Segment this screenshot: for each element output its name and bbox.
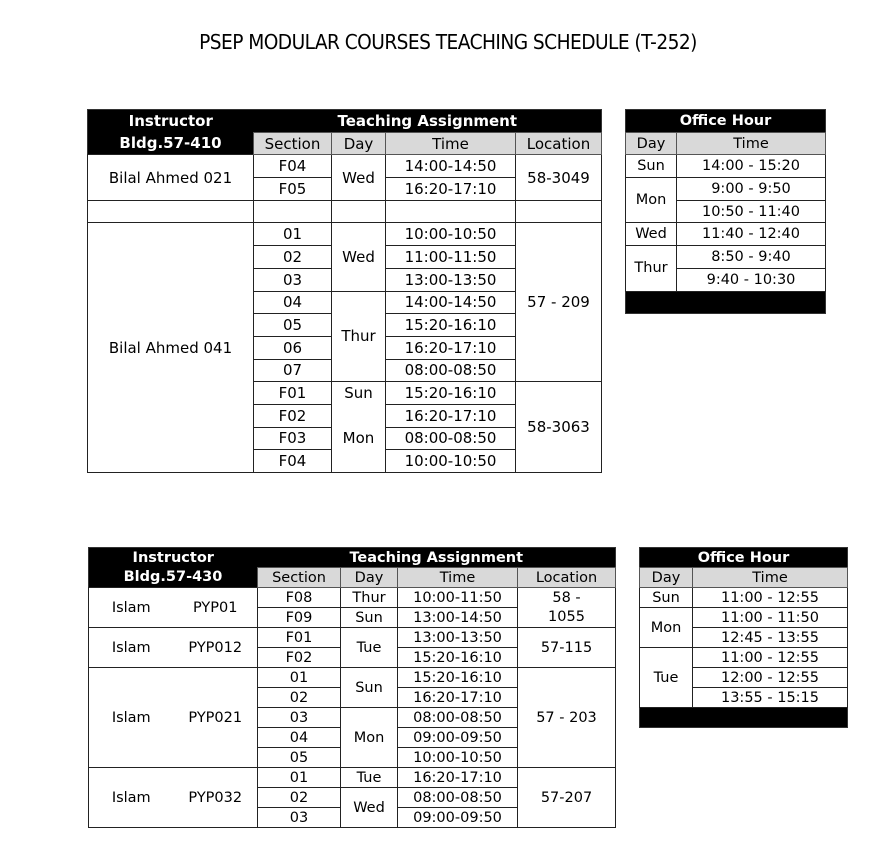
office-time-cell: 11:00 - 12:55 xyxy=(693,648,848,668)
day-cell: Wed xyxy=(332,155,386,200)
table-row xyxy=(88,223,602,246)
office-hour-header: Office Hour xyxy=(626,110,826,133)
section-cell: 03 xyxy=(258,808,341,828)
day-cell xyxy=(332,404,386,427)
section-column-header: Section xyxy=(258,568,341,588)
instructor-name-cell: Islam xyxy=(89,768,174,828)
time-cell: 08:00-08:50 xyxy=(386,359,516,382)
section-cell: 04 xyxy=(258,728,341,748)
location-cell: 57 - 209 xyxy=(516,223,602,382)
office-time-cell: 14:00 - 15:20 xyxy=(677,155,826,178)
section-cell: 06 xyxy=(254,336,332,359)
office-day-cell: Sun xyxy=(626,155,677,178)
section-cell: F08 xyxy=(258,588,341,608)
day-column-header: Day xyxy=(341,568,398,588)
office-hour-table-1 xyxy=(625,109,826,314)
office-time-cell: 8:50 - 9:40 xyxy=(677,246,826,269)
instructor-code-cell: PYP021 xyxy=(174,668,258,768)
office-day-cell: Mon xyxy=(626,178,677,223)
office-time-cell: 11:40 - 12:40 xyxy=(677,223,826,246)
office-hour-row xyxy=(640,608,848,628)
table-row xyxy=(89,588,616,608)
office-day-header: Day xyxy=(640,568,693,588)
instructor-name-cell: Islam xyxy=(89,668,174,768)
office-hour-row xyxy=(626,178,826,201)
day-cell: Thur xyxy=(341,588,398,608)
time-cell: 10:00-11:50 xyxy=(398,588,518,608)
time-cell: 16:20-17:10 xyxy=(386,404,516,427)
empty-row xyxy=(88,200,602,223)
table-row xyxy=(89,768,616,788)
instructor-code-cell: PYP01 xyxy=(174,588,258,628)
section-cell: F04 xyxy=(254,450,332,473)
section-cell: 05 xyxy=(258,748,341,768)
time-cell: 13:00-13:50 xyxy=(386,268,516,291)
office-hour-footer xyxy=(626,291,826,314)
day-cell: Sun xyxy=(332,382,386,405)
section-cell: 01 xyxy=(258,768,341,788)
empty-cell xyxy=(88,200,254,223)
location-cell: 58 - xyxy=(518,588,616,608)
instructor-cell: Bilal Ahmed 021 xyxy=(88,155,254,200)
instructor-name-cell: Islam xyxy=(89,628,174,668)
office-hour-footer xyxy=(640,708,848,728)
section-cell: 05 xyxy=(254,314,332,337)
time-cell: 11:00-11:50 xyxy=(386,246,516,269)
table-row xyxy=(88,155,602,178)
table-row xyxy=(89,668,616,688)
time-cell: 14:00-14:50 xyxy=(386,291,516,314)
section-cell: F02 xyxy=(254,404,332,427)
office-time-cell: 12:00 - 12:55 xyxy=(693,668,848,688)
time-cell: 16:20-17:10 xyxy=(398,688,518,708)
office-time-cell: 9:40 - 10:30 xyxy=(677,268,826,291)
office-hour-table-2 xyxy=(639,547,848,728)
day-column-header: Day xyxy=(332,132,386,155)
time-cell: 16:20-17:10 xyxy=(386,178,516,201)
table-row xyxy=(89,628,616,648)
day-cell xyxy=(332,450,386,473)
time-cell: 15:20-16:10 xyxy=(398,668,518,688)
section-cell: 01 xyxy=(254,223,332,246)
time-column-header: Time xyxy=(386,132,516,155)
time-cell: 13:00-13:50 xyxy=(398,628,518,648)
section-cell: 02 xyxy=(254,246,332,269)
day-cell: Mon xyxy=(341,708,398,768)
office-day-cell: Mon xyxy=(640,608,693,648)
section-cell: F05 xyxy=(254,178,332,201)
location-column-header: Location xyxy=(518,568,616,588)
time-cell: 14:00-14:50 xyxy=(386,155,516,178)
teaching-assignment-header: Teaching Assignment xyxy=(258,548,616,568)
location-cell: 57 - 203 xyxy=(518,668,616,768)
office-day-header: Day xyxy=(626,132,677,155)
section-cell: F02 xyxy=(258,648,341,668)
office-day-cell: Thur xyxy=(626,246,677,291)
office-day-cell: Sun xyxy=(640,588,693,608)
section-cell: 02 xyxy=(258,788,341,808)
instructor-header: Instructor xyxy=(89,548,258,568)
time-cell: 10:00-10:50 xyxy=(386,223,516,246)
time-cell: 08:00-08:50 xyxy=(398,708,518,728)
office-time-header: Time xyxy=(677,132,826,155)
section-cell: F01 xyxy=(254,382,332,405)
time-cell: 16:20-17:10 xyxy=(386,336,516,359)
instructor-code-cell: PYP032 xyxy=(174,768,258,828)
teaching-schedule-table-1 xyxy=(87,109,602,473)
day-cell: Tue xyxy=(341,628,398,668)
section-cell: F09 xyxy=(258,608,341,628)
section-cell: F01 xyxy=(258,628,341,648)
day-cell: Wed xyxy=(332,223,386,291)
office-time-cell: 12:45 - 13:55 xyxy=(693,628,848,648)
location-cell: 57-115 xyxy=(518,628,616,668)
office-time-cell: 11:00 - 11:50 xyxy=(693,608,848,628)
day-cell: Sun xyxy=(341,608,398,628)
section-cell: 03 xyxy=(258,708,341,728)
instructor-header: Instructor xyxy=(88,110,254,133)
building-header: Bldg.57-410 xyxy=(88,132,254,155)
location-cell: 58-3049 xyxy=(516,155,602,200)
location-cell: 57-207 xyxy=(518,768,616,828)
location-column-header: Location xyxy=(516,132,602,155)
section-cell: F03 xyxy=(254,427,332,450)
section-cell: 04 xyxy=(254,291,332,314)
office-time-cell: 10:50 - 11:40 xyxy=(677,200,826,223)
time-cell: 10:00-10:50 xyxy=(386,450,516,473)
instructor-name-cell: Islam xyxy=(89,588,174,628)
office-day-cell: Tue xyxy=(640,648,693,708)
office-time-cell: 13:55 - 15:15 xyxy=(693,688,848,708)
section-cell: 03 xyxy=(254,268,332,291)
office-time-cell: 9:00 - 9:50 xyxy=(677,178,826,201)
office-day-cell: Wed xyxy=(626,223,677,246)
page-title: PSEP MODULAR COURSES TEACHING SCHEDULE (T-252) xyxy=(199,30,697,54)
time-cell: 09:00-09:50 xyxy=(398,728,518,748)
office-hour-header: Office Hour xyxy=(640,548,848,568)
location-cell: 58-3063 xyxy=(516,382,602,473)
section-column-header: Section xyxy=(254,132,332,155)
instructor-code-cell: PYP012 xyxy=(174,628,258,668)
empty-cell xyxy=(332,200,386,223)
time-cell: 08:00-08:50 xyxy=(386,427,516,450)
day-cell: Thur xyxy=(332,291,386,382)
teaching-schedule-table-2 xyxy=(88,547,616,828)
empty-cell xyxy=(254,200,332,223)
building-header: Bldg.57-430 xyxy=(89,568,258,588)
empty-cell xyxy=(386,200,516,223)
section-cell: 02 xyxy=(258,688,341,708)
office-hour-row xyxy=(626,155,826,178)
time-cell: 15:20-16:10 xyxy=(386,314,516,337)
office-hour-row xyxy=(640,588,848,608)
office-time-cell: 11:00 - 12:55 xyxy=(693,588,848,608)
time-cell: 15:20-16:10 xyxy=(398,648,518,668)
day-cell: Mon xyxy=(332,427,386,450)
time-column-header: Time xyxy=(398,568,518,588)
time-cell: 16:20-17:10 xyxy=(398,768,518,788)
teaching-assignment-header: Teaching Assignment xyxy=(254,110,602,133)
empty-cell xyxy=(516,200,602,223)
day-cell: Sun xyxy=(341,668,398,708)
office-hour-row xyxy=(640,648,848,668)
location-cell: 1055 xyxy=(518,608,616,628)
section-cell: 07 xyxy=(254,359,332,382)
time-cell: 13:00-14:50 xyxy=(398,608,518,628)
section-cell: 01 xyxy=(258,668,341,688)
instructor-cell: Bilal Ahmed 041 xyxy=(88,223,254,473)
office-hour-row xyxy=(626,223,826,246)
office-time-header: Time xyxy=(693,568,848,588)
office-hour-row xyxy=(626,246,826,269)
day-cell: Wed xyxy=(341,788,398,828)
time-cell: 15:20-16:10 xyxy=(386,382,516,405)
time-cell: 09:00-09:50 xyxy=(398,808,518,828)
time-cell: 10:00-10:50 xyxy=(398,748,518,768)
day-cell: Tue xyxy=(341,768,398,788)
section-cell: F04 xyxy=(254,155,332,178)
time-cell: 08:00-08:50 xyxy=(398,788,518,808)
